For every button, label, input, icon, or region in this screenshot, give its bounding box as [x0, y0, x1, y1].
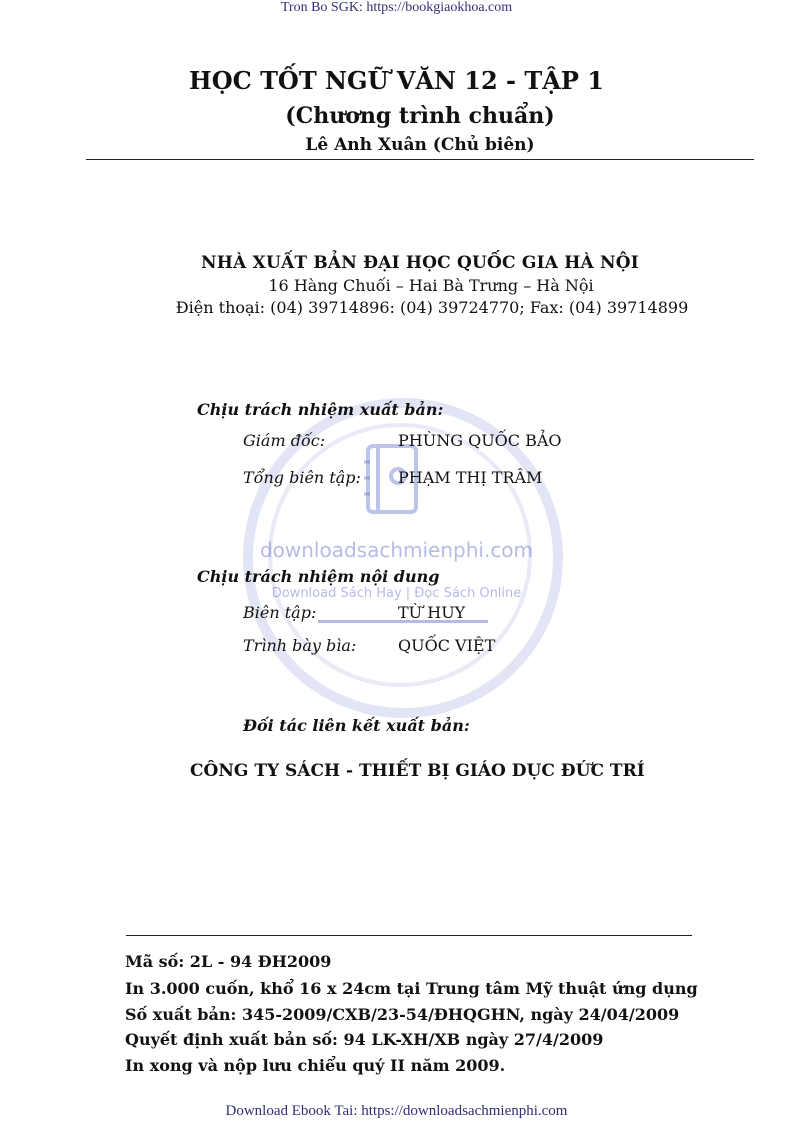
- footer-link[interactable]: Download Ebook Tai: https://downloadsachmienphi.com: [225, 1103, 568, 1119]
- publisher-phone: Điện thoại: (04) 39714896: (04) 39724770; Fax: (04) 39714899: [175, 298, 689, 317]
- director-name: PHÙNG QUỐC BẢO: [398, 431, 562, 450]
- partner-label: Đối tác liên kết xuất bản:: [243, 716, 470, 735]
- cover-label: Trình bày bìa:: [243, 636, 357, 655]
- director-label: Giám đốc:: [243, 431, 326, 450]
- colophon-divider: [126, 935, 692, 936]
- title-divider: [86, 159, 754, 160]
- book-code: Mã số: 2L - 94 ĐH2009: [125, 952, 332, 971]
- publishing-responsibility-heading: Chịu trách nhiệm xuất bản:: [197, 400, 444, 419]
- publisher-address: 16 Hàng Chuối – Hai Bà Trưng – Hà Nội: [268, 276, 594, 295]
- partner-company: CÔNG TY SÁCH - THIẾT BỊ GIÁO DỤC ĐỨC TRÍ: [190, 761, 645, 781]
- publishing-decision: Quyết định xuất bản số: 94 LK-XH/XB ngày 27/4/2009: [125, 1030, 604, 1049]
- book-title: HỌC TỐT NGỮ VĂN 12 - TẬP 1: [189, 66, 604, 95]
- editor-in-chief-label: Tổng biên tập:: [243, 468, 361, 487]
- header-link[interactable]: Tron Bo SGK: https://bookgiaokhoa.com: [280, 0, 513, 15]
- editor-label: Biên tập:: [243, 603, 317, 622]
- legal-deposit: In xong và nộp lưu chiểu quý II năm 2009.: [125, 1056, 506, 1075]
- watermark-site: downloadsachmienphi.com: [259, 538, 534, 562]
- watermark-tagline: Download Sách Hay | Đọc Sách Online: [271, 586, 522, 601]
- publisher-name: NHÀ XUẤT BẢN ĐẠI HỌC QUỐC GIA HÀ NỘI: [201, 253, 639, 273]
- editor-name: TỪ HUY: [398, 603, 466, 622]
- editor-in-chief-name: PHẠM THỊ TRÂM: [398, 468, 543, 487]
- print-info: In 3.000 cuốn, khổ 16 x 24cm tại Trung tâm Mỹ thuật ứng dụng: [125, 979, 698, 998]
- book-author: Lê Anh Xuân (Chủ biên): [305, 135, 535, 155]
- registration-number: Số xuất bản: 345-2009/CXB/23-54/ĐHQGHN, ngày 24/04/2009: [125, 1005, 680, 1024]
- book-subtitle: (Chương trình chuẩn): [285, 103, 555, 129]
- cover-name: QUỐC VIỆT: [398, 636, 496, 655]
- content-responsibility-heading: Chịu trách nhiệm nội dung: [197, 567, 440, 586]
